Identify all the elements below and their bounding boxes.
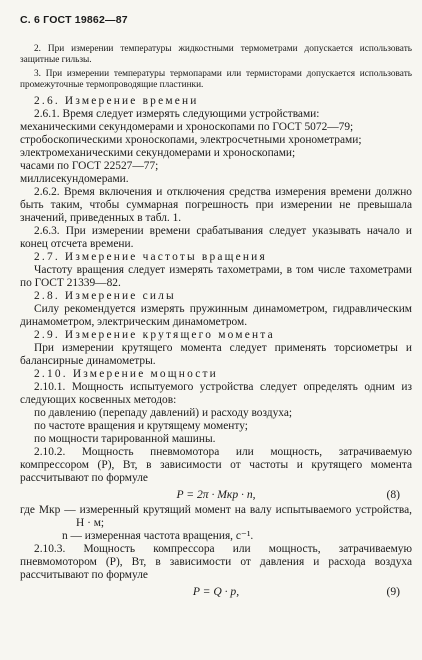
list-item: миллисекундомерами. [20, 173, 129, 185]
formula-9-number: (9) [386, 585, 400, 598]
paragraph-2-6-3: 2.6.3. При измерении времени срабатывания следует указывать начало и конец отсчета времени. [20, 225, 412, 250]
note-2: 2. При измерении температуры жидкостными термометрами допускается использовать защитные гильзы. [20, 44, 412, 65]
page-header: С. 6 ГОСТ 19862—87 [20, 14, 128, 26]
section-heading-2-6: 2.6. Измерение времени [34, 95, 199, 107]
paragraph-2-6-1: 2.6.1. Время следует измерять следующими устройствами: [34, 108, 320, 120]
paragraph-2-6-2: 2.6.2. Время включения и отключения средства измерения времени должно быть таким, чтобы суммарная погрешность при измерении не превышала значений, приведенных в табл. 1. [20, 186, 412, 224]
note-3: 3. При измерении температуры термопарами или термисторами допускается использовать промежуточные термопроводящие пластинки. [20, 69, 412, 90]
paragraph-2-10-1: 2.10.1. Мощность испытуемого устройства следует определять одним из следующих косвенных методов: [20, 381, 412, 406]
formula-8 [20, 485, 412, 504]
section-heading-2-8: 2.8. Измерение силы [34, 290, 176, 302]
section-heading-2-9: 2.9. Измерение крутящего момента [34, 329, 275, 341]
paragraph-2-10-3: 2.10.3. Мощность компрессора или мощность, затрачиваемую пневмомотором (P), Вт, в зависимости от давления и расхода воздуха рассчитывают по формуле [20, 543, 412, 581]
paragraph-2-9: При измерении крутящего момента следует применять торсиометры и балансирные динамометры. [20, 342, 412, 367]
list-item: по давлению (перепаду давлений) и расходу воздуха; [34, 407, 293, 419]
list-item: по мощности тарированной машины. [34, 433, 216, 445]
section-heading-2-10: 2.10. Измерение мощности [34, 368, 218, 380]
list-item: стробоскопическими хроноскопами, электросчетными хронометрами; [20, 134, 362, 146]
paragraph-2-10-2: 2.10.2. Мощность пневмомотора или мощность, затрачиваемую компрессором (P), Вт, в зависимости от частоты и крутящего момента рассчитывают по формуле [20, 446, 412, 484]
list-item: механическими секундомерами и хроноскопами по ГОСТ 5072—79; [20, 121, 354, 133]
paragraph-2-8: Силу рекомендуется измерять пружинным динамометром, гидравлическим динамометром, электрическим динамометром. [20, 303, 412, 328]
formula-8-expression: P = 2π · Mкр · n, [176, 488, 256, 501]
where-mkr: где Mкр — измеренный крутящий момент на валу испытываемого устройства, Н · м; [20, 504, 412, 529]
formula-8-number: (8) [386, 488, 400, 501]
section-heading-2-7: 2.7. Измерение частоты вращения [34, 251, 267, 263]
list-item: по частоте вращения и крутящему моменту; [34, 420, 248, 432]
list-item: электромеханическими секундомерами и хроноскопами; [20, 147, 296, 159]
where-n: n — измеренная частота вращения, с⁻¹. [62, 530, 254, 542]
formula-9-expression: P = Q · p, [192, 585, 240, 598]
paragraph-2-7: Частоту вращения следует измерять тахометрами, в том числе тахометрами по ГОСТ 21339—82. [20, 264, 412, 289]
list-item: часами по ГОСТ 22527—77; [20, 160, 159, 172]
formula-9 [20, 582, 412, 601]
